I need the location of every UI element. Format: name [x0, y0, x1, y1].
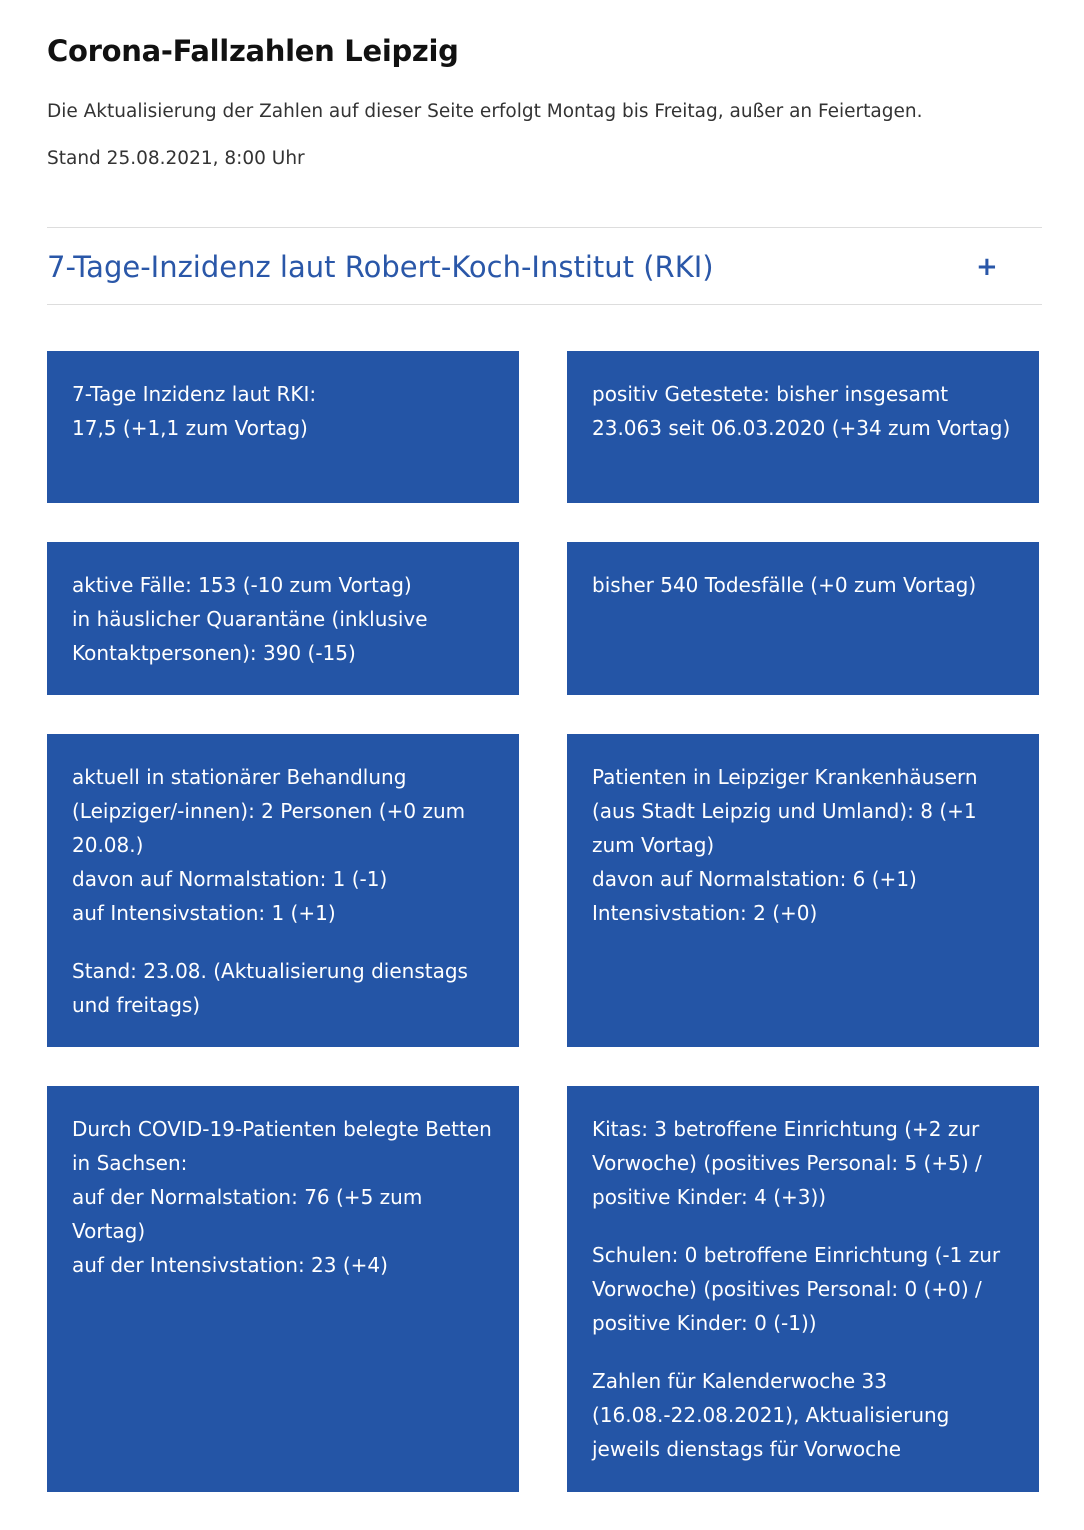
leipzig-hospitals-card: [567, 734, 1039, 1047]
saxony-beds-text: [72, 1112, 499, 1282]
deaths-card: [567, 542, 1039, 695]
saxony-normal-ward: auf der Normalstation: 76 (+5 zum Vortag): [72, 1185, 423, 1243]
accordion-title[interactable]: 7-Tage-Inzidenz laut Robert-Koch-Institut (RKI): [47, 250, 714, 284]
daycare-text: Kitas: 3 betroffene Einrichtung (+2 zur Vorwoche) (positives Personal: 5 (+5) / positive Kinder: 4 (+3)): [592, 1117, 982, 1209]
inpatient-update-note: Stand: 23.08. (Aktualisierung dienstags und freitags): [72, 959, 468, 1017]
inpatient-total: aktuell in stationärer Behandlung (Leipziger/-innen): 2 Personen (+0 zum 20.08.): [72, 765, 466, 857]
quarantine-count: in häuslicher Quarantäne (inklusive Kontaktpersonen): 390 (-15): [72, 607, 428, 665]
hospitals-normal-ward: davon auf Normalstation: 6 (+1): [592, 867, 917, 891]
incidence-value: 17,5 (+1,1 zum Vortag): [72, 416, 308, 440]
incidence-label: 7-Tage Inzidenz laut RKI:: [72, 382, 317, 406]
active-cases-count: aktive Fälle: 153 (-10 zum Vortag): [72, 573, 412, 597]
saxony-beds-card: [47, 1086, 519, 1492]
last-updated-text: Stand 25.08.2021, 8:00 Uhr: [47, 148, 305, 169]
daycare-schools-card: [567, 1086, 1039, 1492]
saxony-icu: auf der Intensivstation: 23 (+4): [72, 1253, 388, 1277]
incidence-text: [72, 377, 499, 445]
deaths-text: bisher 540 Todesfälle (+0 zum Vortag): [592, 573, 977, 597]
inpatient-icu: auf Intensivstation: 1 (+1): [72, 901, 336, 925]
positive-tested-text: positiv Getestete: bisher insgesamt 23.063 seit 06.03.2020 (+34 zum Vortag): [592, 382, 1011, 440]
inpatient-leipzig-card: [47, 734, 519, 1047]
hospitals-total: Patienten in Leipziger Krankenhäusern (aus Stadt Leipzig und Umland): 8 (+1 zum Vortag): [592, 765, 978, 857]
hospitals-text: [592, 760, 1019, 930]
inpatient-text: [72, 760, 499, 930]
plus-icon[interactable]: +: [976, 252, 998, 282]
active-cases-text: [72, 568, 499, 670]
intro-text: Die Aktualisierung der Zahlen auf dieser Seite erfolgt Montag bis Freitag, außer an Feiertagen.: [47, 101, 923, 122]
active-cases-card: [47, 542, 519, 695]
inpatient-normal-ward: davon auf Normalstation: 1 (-1): [72, 867, 388, 891]
incidence-card: [47, 351, 519, 503]
saxony-beds-heading: Durch COVID-19-Patienten belegte Betten in Sachsen:: [72, 1117, 492, 1175]
calendar-week-note: Zahlen für Kalenderwoche 33 (16.08.-22.08.2021), Aktualisierung jeweils dienstags für Vorwoche: [592, 1369, 950, 1461]
positive-tested-card: [567, 351, 1039, 503]
rki-incidence-accordion[interactable]: [47, 227, 1042, 305]
hospitals-icu: Intensivstation: 2 (+0): [592, 901, 818, 925]
page-title: Corona-Fallzahlen Leipzig: [47, 34, 459, 68]
schools-text: Schulen: 0 betroffene Einrichtung (-1 zur Vorwoche) (positives Personal: 0 (+0) / positive Kinder: 0 (-1)): [592, 1243, 1001, 1335]
